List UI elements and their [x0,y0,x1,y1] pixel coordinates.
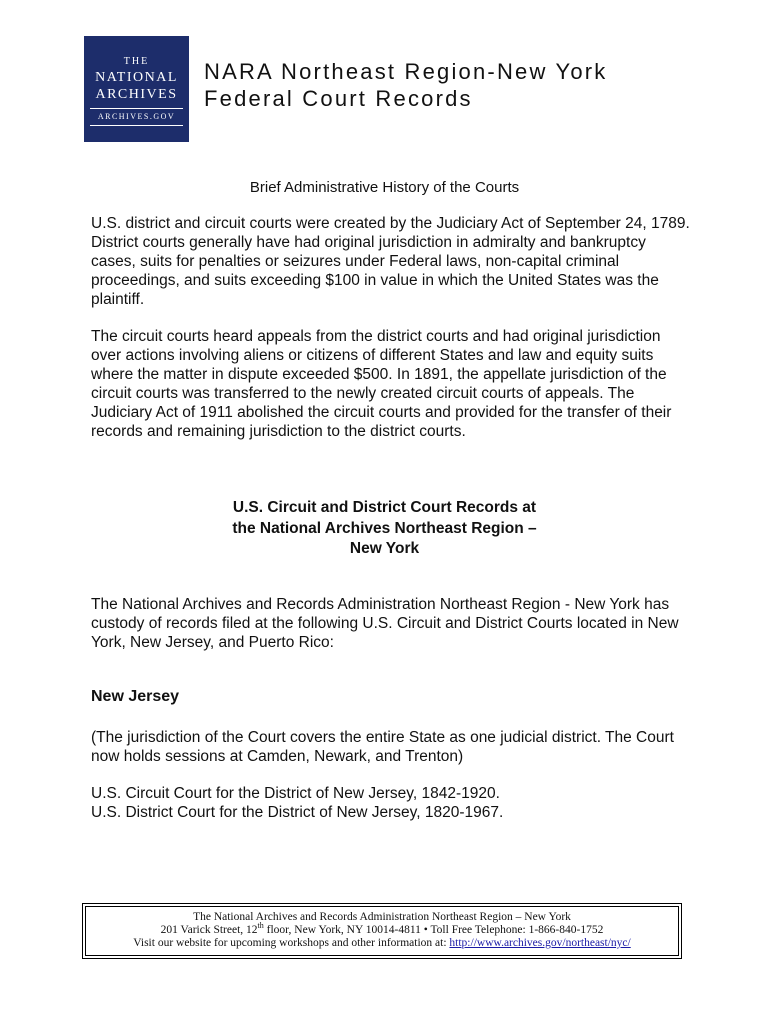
page-title-line-2: Federal Court Records [204,86,473,111]
document-subtitle: Brief Administrative History of the Courts [249,179,520,196]
footer-address-end: floor, New York, NY 10014-4811 • Toll Free Telephone: 1-866-840-1752 [263,924,604,936]
section-title-line-3: New York [349,540,420,557]
logo-archives: ARCHIVES [95,87,178,102]
footer-website-text: Visit our website for upcoming workshops and other information at: [133,937,450,949]
footer-address-start: 201 Varick Street, 12 [160,924,258,936]
paragraph-court-creation: U.S. district and circuit courts were created by the Judiciary Act of September 24, 1789. District courts generally have had original jurisdiction in admiralty and bankruptcy cases, suits for penalties or seizures under Federal laws, non-capital criminal proceedings, and suits exceeding $100 in value in which the United States was the plaintiff. [91,215,690,308]
footer-address-sup: th [257,921,264,931]
section-title [91,498,678,560]
logo-archives-gov: ARCHIVES.GOV [97,112,176,121]
page-title [204,58,608,112]
court-list-new-jersey [91,784,691,822]
logo-rule-bottom [90,125,183,126]
logo-national: NATIONAL [95,70,178,85]
footer-org-name: The National Archives and Records Administration Northeast Region – New York [193,911,571,923]
logo-rule-top [90,108,183,109]
section-title-line-2: the National Archives Northeast Region – [232,519,537,537]
footer-website [86,937,678,950]
footer-box [82,903,682,959]
list-item: U.S. District Court for the District of New Jersey, 1820-1967. [91,804,504,821]
paragraph-circuit-courts: The circuit courts heard appeals from the district courts and had original jurisdiction over actions involving aliens or citizens of different States and law and equity suits where the matter in dispute exceeded $500. In 1891, the appellate jurisdiction of the circuit courts was transferred to the newly created circuit courts of appeals. The Judiciary Act of 1911 abolished the circuit courts and provided for the transfer of their records and remaining jurisdiction to the district courts. [91,328,672,440]
section-title-line-1: U.S. Circuit and District Court Records at [232,499,537,516]
footer-inner [85,906,679,956]
page-title-line-1: NARA Northeast Region-New York [204,59,608,84]
national-archives-logo [84,36,189,142]
list-item: U.S. Circuit Court for the District of New Jersey, 1842-1920. [91,785,500,802]
footer-website-link[interactable]: http://www.archives.gov/northeast/nyc/ [449,937,631,949]
logo-the: THE [123,56,150,67]
heading-new-jersey: New Jersey [91,688,180,705]
footer-address [86,921,678,937]
paragraph-custody: The National Archives and Records Administration Northeast Region - New York has custody of records filed at the following U.S. Circuit and District Courts located in New York, New Jersey, and Puerto Rico: [91,596,679,651]
paragraph-nj-jurisdiction: (The jurisdiction of the Court covers the entire State as one judicial district. The Court now holds sessions at Camden, Newark, and Trenton) [91,729,674,765]
